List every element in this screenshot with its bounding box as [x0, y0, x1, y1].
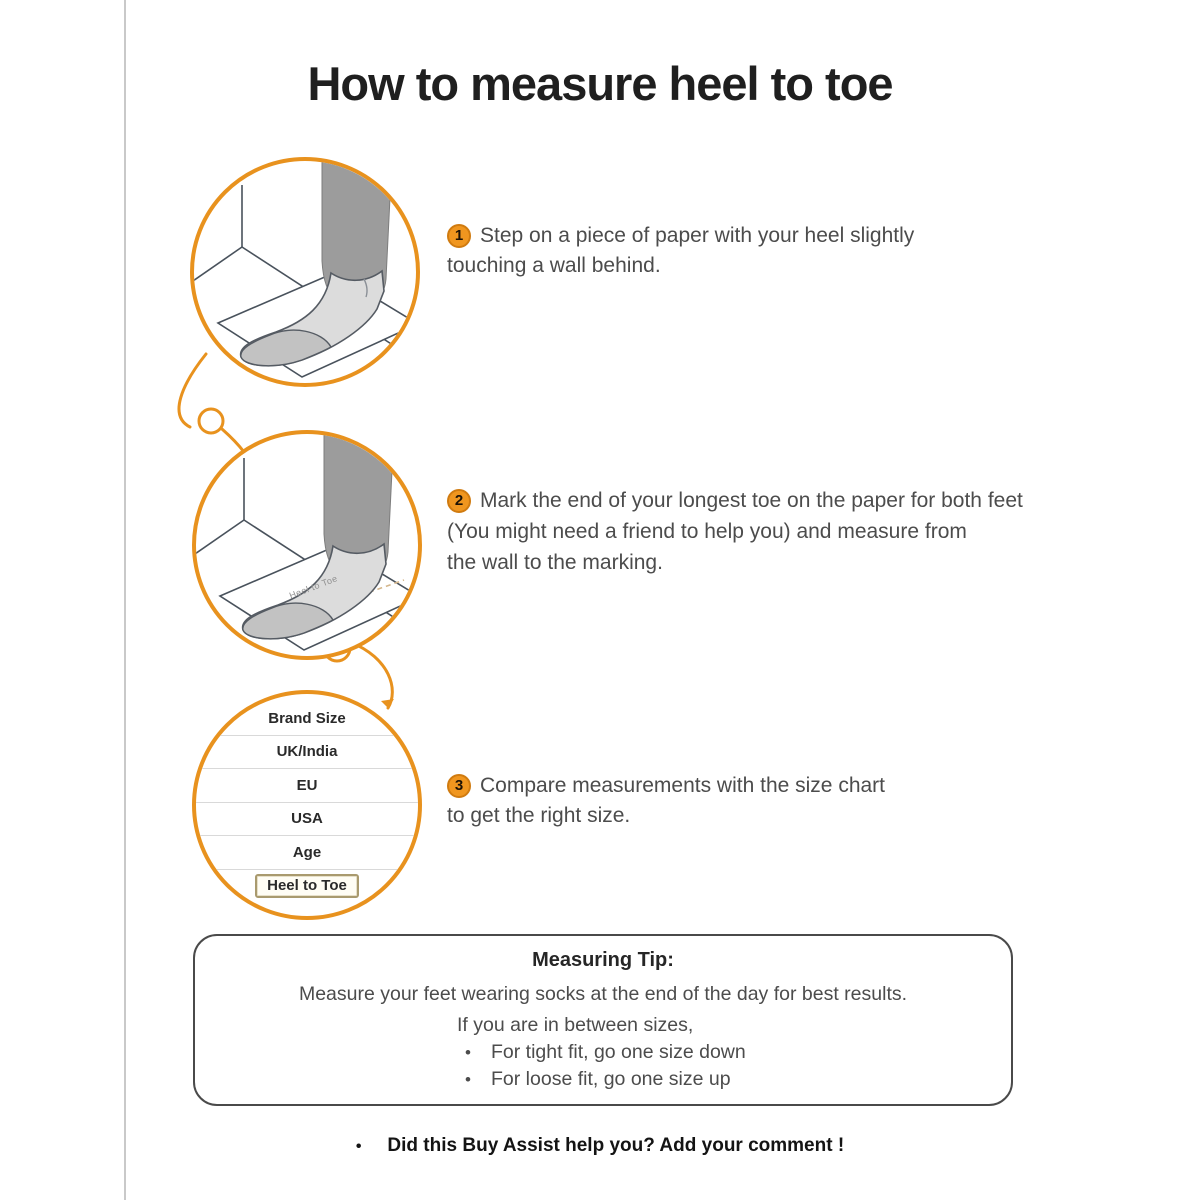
step-2-text-line: (You might need a friend to help you) and measure from	[447, 520, 967, 543]
size-chart-circle	[192, 690, 422, 920]
footer-text: Did this Buy Assist help you? Add your comment !	[387, 1135, 845, 1156]
heel-to-toe-highlight-box: Heel to Toe	[255, 874, 359, 898]
bullet-dot: •	[465, 1043, 471, 1062]
size-chart-row	[196, 702, 418, 736]
foot-measure-illustration	[196, 434, 418, 656]
step-3-text-line: to get the right size.	[447, 804, 631, 827]
page-title: How to measure heel to toe	[307, 57, 893, 110]
bullet-dot: •	[465, 1070, 471, 1089]
step-2	[447, 485, 1047, 578]
measuring-tip-line: Measure your feet wearing socks at the end of the day for best results.	[298, 983, 908, 1005]
size-chart-row-label: EU	[296, 776, 318, 794]
step-1-text-line: touching a wall behind.	[447, 254, 661, 277]
size-chart-row-label: UK/India	[276, 743, 338, 761]
tip-bullet-item	[457, 1039, 1011, 1066]
step-2-text-line: the wall to the marking.	[447, 551, 663, 574]
size-chart-row-label: Brand Size	[268, 709, 346, 727]
step-3	[447, 771, 947, 831]
size-chart-row	[196, 836, 418, 870]
measuring-tip-bullets	[457, 1039, 1011, 1093]
illustration-step1-circle	[190, 157, 420, 387]
measuring-tip-box	[193, 934, 1013, 1106]
step-1-number-badge: 1	[447, 224, 471, 248]
tip-bullet-text: For loose fit, go one size up	[491, 1068, 731, 1090]
step-3-text-line: Compare measurements with the size chart	[480, 774, 885, 797]
step-1-text-line: Step on a piece of paper with your heel slightly	[480, 224, 915, 247]
step-2-number-badge: 2	[447, 489, 471, 513]
tip-bullet-item	[457, 1066, 1011, 1093]
measuring-tip-sublist	[457, 1014, 1011, 1093]
foot-on-paper-illustration	[194, 161, 416, 383]
footer-note	[0, 1135, 1200, 1157]
measuring-tip-heading: Measuring Tip:	[532, 949, 674, 971]
step-3-number-badge: 3	[447, 774, 471, 798]
size-chart-row	[196, 736, 418, 770]
size-chart-row	[196, 803, 418, 837]
measuring-tip-intro: If you are in between sizes,	[457, 1014, 694, 1036]
size-chart-rows	[196, 702, 418, 902]
step-1	[447, 221, 947, 281]
left-border-rule	[124, 0, 126, 1200]
size-chart-row-highlighted	[196, 870, 418, 903]
size-chart-row	[196, 769, 418, 803]
illustration-step2-circle	[192, 430, 422, 660]
heel-to-toe-measure-label: Heel to Toe	[287, 573, 339, 601]
tip-bullet-text: For tight fit, go one size down	[491, 1041, 746, 1063]
bullet-dot: •	[355, 1138, 362, 1155]
size-chart-row-label: Age	[292, 843, 322, 861]
size-chart-row-label: USA	[291, 810, 323, 828]
step-2-text-line: Mark the end of your longest toe on the paper for both feet	[480, 489, 1023, 512]
